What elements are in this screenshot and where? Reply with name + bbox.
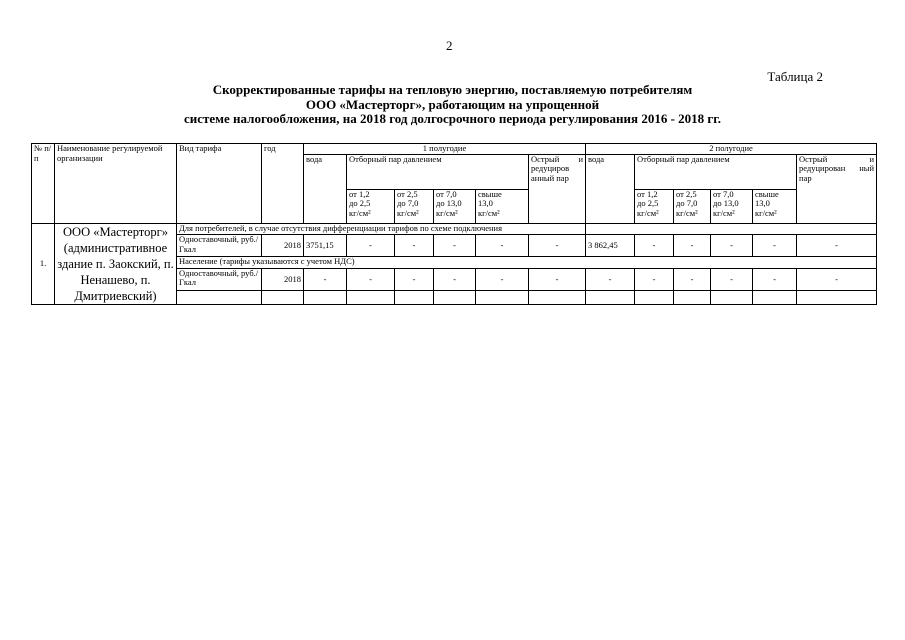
value-1-7: 3 862,45: [586, 235, 635, 257]
value-2-6: -: [529, 268, 586, 290]
value-2-5: -: [476, 268, 529, 290]
header-water-2: вода: [586, 154, 635, 223]
title-line-2: ООО «Мастерторг», работающим на упрощенной: [305, 96, 600, 112]
value-1-9: -: [674, 235, 711, 257]
value-2-12: -: [797, 268, 877, 290]
document-title: [120, 83, 785, 127]
value-1-12: -: [797, 235, 877, 257]
header-org-name: Наименование регулируемой организации: [55, 144, 177, 224]
year-1: 2018: [262, 235, 304, 257]
value-2-11: -: [753, 268, 797, 290]
section-label-1-cont: [586, 223, 877, 235]
value-2-7: -: [586, 268, 635, 290]
page-number: 2: [446, 38, 453, 53]
value-1-6: -: [529, 235, 586, 257]
title-line-3: системе налогообложения, на 2018 год долгосрочного периода регулирования 2016 - 2018 гг.: [184, 111, 721, 126]
pressure-2-3: от 7,0 до 13,0 кг/см²: [711, 189, 753, 223]
pressure-1-2: от 2,5 до 7,0 кг/см²: [395, 189, 434, 223]
value-2-4: -: [434, 268, 476, 290]
value-1-10: -: [711, 235, 753, 257]
pressure-2-2: от 2,5 до 7,0 кг/см²: [674, 189, 711, 223]
header-half-2: 2 полугодие: [586, 144, 877, 155]
value-2-2: -: [347, 268, 395, 290]
pressure-1-4: свыше 13,0 кг/см²: [476, 189, 529, 223]
value-2-9: -: [674, 268, 711, 290]
header-year: год: [262, 144, 304, 224]
org-name-cell: ООО «Мастерторг» (административное здание п. Заокский, п. Ненашево, п. Дмитриевский): [55, 223, 177, 304]
year-2: 2018: [262, 268, 304, 290]
value-1-3: -: [395, 235, 434, 257]
tariff-type-1: Одноставочный, руб./Гкал: [177, 235, 262, 257]
section-label-1: Для потребителей, в случае отсутствия дифференциации тарифов по схеме подключения: [177, 223, 586, 235]
value-1-1: 3751,15: [304, 235, 347, 257]
value-1-5: -: [476, 235, 529, 257]
title-line-1: Скорректированные тарифы на тепловую энергию, поставляемую потребителям: [212, 82, 693, 97]
value-2-10: -: [711, 268, 753, 290]
tariff-table: [31, 143, 877, 305]
header-steam-1: Отборный пар давлением: [347, 154, 529, 189]
section-label-2: Население (тарифы указываются с учетом НДС): [177, 257, 877, 269]
header-half-1: 1 полугодие: [304, 144, 586, 155]
row-number: 1.: [32, 223, 55, 304]
value-1-8: -: [635, 235, 674, 257]
header-sharp-steam-1: Острый и редуциров анный пар: [529, 154, 586, 223]
value-2-1: -: [304, 268, 347, 290]
pressure-1-1: от 1,2 до 2,5 кг/см²: [347, 189, 395, 223]
value-1-4: -: [434, 235, 476, 257]
value-2-3: -: [395, 268, 434, 290]
pressure-2-1: от 1,2 до 2,5 кг/см²: [635, 189, 674, 223]
header-steam-2: Отборный пар давлением: [635, 154, 797, 189]
header-sharp-steam-2: Острый и редуцирован ный пар: [797, 154, 877, 223]
pressure-1-3: от 7,0 до 13,0 кг/см²: [434, 189, 476, 223]
header-tariff-type: Вид тарифа: [177, 144, 262, 224]
pressure-2-4: свыше 13,0 кг/см²: [753, 189, 797, 223]
value-1-2: -: [347, 235, 395, 257]
tariff-type-2: Одноставочный, руб./Гкал: [177, 268, 262, 290]
header-num: № п/п: [32, 144, 55, 224]
section-row-1: [32, 223, 877, 235]
table-number: Таблица 2: [767, 69, 823, 84]
header-row-1: [32, 144, 877, 155]
value-1-11: -: [753, 235, 797, 257]
value-2-8: -: [635, 268, 674, 290]
header-water-1: вода: [304, 154, 347, 223]
